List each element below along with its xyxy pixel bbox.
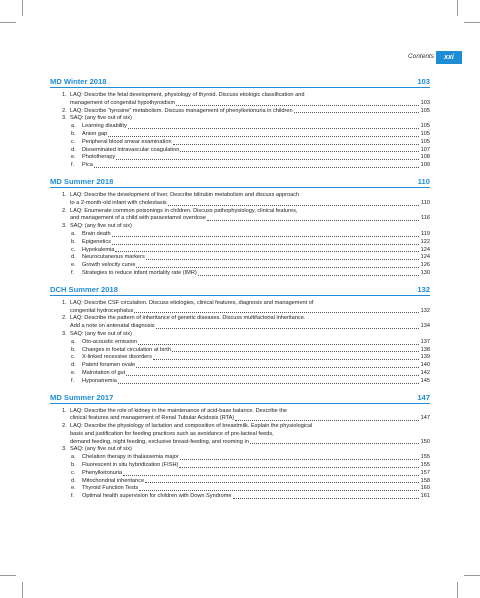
- subentry-text: Changes in foetal circulation at birth: [82, 346, 171, 353]
- subentry-text: Oto-acoustic emission: [82, 338, 138, 345]
- entry-text: management of congenital hypothyroidism: [70, 99, 176, 106]
- subentry-text: Epigenetics: [82, 238, 111, 245]
- subentry-letter: c.: [71, 138, 76, 145]
- section-title[interactable]: DCH Summer 2018: [50, 284, 118, 294]
- toc-subentry[interactable]: [50, 370, 430, 378]
- subentry-page-number: 155: [420, 462, 430, 469]
- dot-leader: [153, 359, 419, 360]
- subentry-page-number: 105: [420, 130, 430, 137]
- subentry-letter: c.: [71, 246, 76, 253]
- entry-text-line: [70, 431, 430, 439]
- entry-text-line: [70, 408, 430, 416]
- subentry-page-number: 157: [420, 469, 430, 476]
- entry-number: 3.: [62, 330, 67, 337]
- entry-number: 3.: [62, 446, 67, 453]
- entry-page-number: 134: [420, 323, 430, 330]
- subentry-text: Anion gap: [82, 130, 108, 137]
- subentry-page-number: 105: [420, 138, 430, 145]
- entry-text: Add a note on antenatal diagnosis: [70, 323, 155, 330]
- dot-leader: [112, 244, 419, 245]
- subentry-page-number: 124: [420, 254, 430, 261]
- subentry-page-number: 122: [420, 238, 430, 245]
- crop-mark: [457, 0, 458, 16]
- subentry-text: Chelation therapy in thalassemia major: [82, 454, 179, 461]
- subentry-letter: a.: [71, 123, 76, 130]
- entry-text: SAQ: (any five out of six): [70, 115, 132, 122]
- entry-number: 3.: [62, 223, 67, 230]
- toc-subentry[interactable]: [50, 154, 430, 162]
- subentry-text: Phenylketonuria: [82, 469, 123, 476]
- toc-entry-heading: [50, 331, 430, 339]
- subentry-page-number: 105: [420, 123, 430, 130]
- subentry-page-number: 108: [420, 154, 430, 161]
- subentry-page-number: 140: [420, 362, 430, 369]
- toc-subentry[interactable]: [50, 378, 430, 386]
- entry-text: and management of a child with paracetamol overdose: [70, 215, 206, 222]
- toc-subentry[interactable]: [50, 231, 430, 239]
- entry-number: 2.: [62, 315, 67, 322]
- toc-section: [50, 76, 430, 170]
- subentry-letter: e.: [71, 369, 76, 376]
- entry-text-line: [70, 215, 430, 223]
- section-page-number: 147: [417, 392, 430, 402]
- entry-text: LAQ: Describe the physiology of lactation and composition of breastmilk. Explain the physiological: [70, 423, 313, 430]
- subentry-page-number: 139: [420, 354, 430, 361]
- dot-leader: [294, 112, 419, 113]
- toc-entry[interactable]: [50, 108, 430, 116]
- entry-text: SAQ: (any five out of six): [70, 223, 132, 230]
- dot-leader: [235, 420, 418, 421]
- header-label: Contents: [407, 53, 434, 60]
- toc-section: [50, 176, 430, 278]
- subentry-letter: d.: [71, 146, 76, 153]
- entry-text-line: [70, 100, 430, 108]
- subentry-page-number: 158: [420, 477, 430, 484]
- section-heading: [50, 76, 430, 88]
- subentry-letter: e.: [71, 485, 76, 492]
- entry-text-line: [70, 308, 430, 316]
- toc-subentry[interactable]: [50, 123, 430, 131]
- dot-leader: [115, 251, 418, 252]
- subentry-letter: f.: [71, 493, 75, 500]
- subentry-letter: b.: [71, 346, 76, 353]
- subentry-text: Pica: [82, 162, 93, 169]
- entry-number: 1.: [62, 407, 67, 414]
- dot-leader: [136, 267, 418, 268]
- subentry-page-number: 130: [420, 269, 430, 276]
- toc-subentry[interactable]: [50, 485, 430, 493]
- entry-number: 1.: [62, 299, 67, 306]
- subentry-page-number: 126: [420, 262, 430, 269]
- entry-text-line: [70, 300, 430, 308]
- subentry-page-number: 137: [420, 338, 430, 345]
- subentry-text: Growth velocity curve: [82, 262, 136, 269]
- toc-entry[interactable]: [50, 300, 430, 316]
- subentry-text: Hypokalemia: [82, 246, 115, 253]
- dot-leader: [180, 459, 419, 460]
- crop-mark: [22, 582, 23, 598]
- subentry-text: Peripheral blood smear examination: [82, 138, 172, 145]
- toc-section: [50, 392, 430, 502]
- section-heading: [50, 284, 430, 296]
- subentry-text: Disseminated intravascular coagulation: [82, 146, 180, 153]
- subentry-page-number: 142: [420, 369, 430, 376]
- dot-leader: [207, 220, 419, 221]
- entry-text: LAQ: Describe “tyrosine” metabolism. Discuss management of phenylketonuria in children: [70, 107, 293, 114]
- dot-leader: [128, 128, 419, 129]
- toc-subentry[interactable]: [50, 270, 430, 278]
- section-page-number: 132: [417, 284, 430, 294]
- subentry-letter: c.: [71, 469, 76, 476]
- subentry-letter: e.: [71, 154, 76, 161]
- toc-subentry[interactable]: [50, 239, 430, 247]
- toc-subentry[interactable]: [50, 262, 430, 270]
- entry-text-line: [70, 192, 430, 200]
- crop-mark: [464, 22, 480, 23]
- entry-page-number: 147: [420, 415, 430, 422]
- entry-text: LAQ: Describe the fetal development, physiology of thyroid. Discuss etiologic classification and: [70, 92, 305, 98]
- dot-leader: [138, 344, 419, 345]
- page-number-tab: xxi: [436, 51, 462, 64]
- dot-leader: [146, 259, 419, 260]
- subentry-text: Learning disability: [82, 123, 127, 130]
- toc-entry[interactable]: [50, 408, 430, 424]
- entry-text-line: [70, 323, 430, 331]
- table-of-contents: [50, 76, 430, 507]
- toc-section: [50, 284, 430, 386]
- entry-text-line: [70, 200, 430, 208]
- subentry-page-number: 109: [420, 162, 430, 169]
- toc-subentry[interactable]: [50, 493, 430, 501]
- toc-subentry[interactable]: [50, 354, 430, 362]
- entry-text: clinical features and management of Renal Tubular Acidosis (RTA): [70, 415, 235, 422]
- entry-number: 2.: [62, 107, 67, 114]
- dot-leader: [136, 367, 418, 368]
- subentry-page-number: 107: [420, 146, 430, 153]
- entry-number: 2.: [62, 207, 67, 214]
- dot-leader: [118, 383, 419, 384]
- toc-entry[interactable]: [50, 92, 430, 108]
- subentry-page-number: 155: [420, 454, 430, 461]
- toc-entry-heading: [50, 446, 430, 454]
- toc-entry[interactable]: [50, 423, 430, 446]
- subentry-text: Hyponatremia: [82, 377, 117, 384]
- subentry-text: Thyroid Function Tests: [82, 485, 139, 492]
- subentry-text: Phototherapy: [82, 154, 116, 161]
- dot-leader: [139, 490, 418, 491]
- entry-page-number: 150: [420, 438, 430, 445]
- entry-number: 2.: [62, 423, 67, 430]
- entry-text-line: [70, 208, 430, 216]
- subentry-letter: f.: [71, 269, 75, 276]
- dot-leader: [94, 167, 419, 168]
- crop-mark: [464, 575, 480, 576]
- subentry-letter: b.: [71, 462, 76, 469]
- toc-subentry[interactable]: [50, 247, 430, 255]
- toc-entry-heading: [50, 223, 430, 231]
- entry-page-number: 105: [420, 107, 430, 114]
- subentry-letter: f.: [71, 377, 75, 384]
- subentry-letter: c.: [71, 354, 76, 361]
- toc-subentry[interactable]: [50, 470, 430, 478]
- entry-text: LAQ: Describe the role of kidney in the maintenance of acid-base balance. Describe the: [70, 407, 288, 414]
- dot-leader: [172, 351, 419, 352]
- subentry-page-number: 124: [420, 246, 430, 253]
- subentry-letter: d.: [71, 477, 76, 484]
- entry-text: to a 2-month-old infant with cholestasis: [70, 199, 167, 206]
- toc-subentry[interactable]: [50, 454, 430, 462]
- entry-text: LAQ: Describe the pattern of inheritance of genetic diseases. Discuss multifactorial inheritance.: [70, 315, 306, 322]
- subentry-text: Brain death: [82, 230, 111, 237]
- subentry-text: Mitochondrial inheritance: [82, 477, 145, 484]
- subentry-letter: b.: [71, 130, 76, 137]
- dot-leader: [250, 443, 419, 444]
- toc-subentry[interactable]: [50, 147, 430, 155]
- toc-entry[interactable]: [50, 208, 430, 224]
- toc-subentry[interactable]: [50, 339, 430, 347]
- dot-leader: [198, 275, 419, 276]
- entry-text: LAQ: Describe the development of liver. Describe bilirubin metabolism and discuss approach: [70, 191, 300, 198]
- toc-subentry[interactable]: [50, 131, 430, 139]
- subentry-text: X-linked recessive disorders: [82, 354, 152, 361]
- dot-leader: [173, 144, 419, 145]
- subentry-page-number: 145: [420, 377, 430, 384]
- dot-leader: [176, 105, 419, 106]
- toc-subentry[interactable]: [50, 139, 430, 147]
- toc-subentry[interactable]: [50, 362, 430, 370]
- crop-mark: [457, 582, 458, 598]
- entry-text: LAQ: Describe CSF circulation. Discuss etiologies, clinical features, diagnosis and management of: [70, 299, 314, 306]
- dot-leader: [134, 312, 418, 313]
- running-header: [0, 51, 480, 65]
- entry-page-number: 116: [421, 215, 430, 222]
- entry-text: SAQ: (any five out of six): [70, 446, 132, 453]
- entry-text: basis and justification for feeding practices such as avoidance of pre-lacteal feeds,: [70, 430, 274, 437]
- entry-text-line: [70, 92, 430, 100]
- entry-page-number: 110: [421, 199, 430, 206]
- entry-text-line: [70, 108, 430, 116]
- dot-leader: [108, 136, 418, 137]
- subentry-text: Malrotation of gut: [82, 369, 126, 376]
- dot-leader: [116, 159, 418, 160]
- entry-text: demand feeding, night feeding, exclusive breast-feeding, and rooming in: [70, 438, 249, 445]
- toc-subentry[interactable]: [50, 462, 430, 470]
- entry-text-line: [70, 439, 430, 447]
- subentry-text: Fluorescent in situ hybridization (FISH): [82, 462, 179, 469]
- toc-entry-heading: [50, 115, 430, 123]
- subentry-text: Optimal health supervision for children with Down Syndrome: [82, 493, 232, 500]
- subentry-letter: a.: [71, 230, 76, 237]
- dot-leader: [145, 482, 418, 483]
- dot-leader: [123, 475, 419, 476]
- dot-leader: [233, 498, 419, 499]
- section-title[interactable]: MD Winter 2018: [50, 77, 107, 86]
- subentry-letter: a.: [71, 454, 76, 461]
- section-heading: [50, 392, 430, 404]
- toc-entry[interactable]: [50, 315, 430, 331]
- toc-subentry[interactable]: [50, 162, 430, 170]
- dot-leader: [112, 236, 419, 237]
- toc-subentry[interactable]: [50, 254, 430, 262]
- subentry-page-number: 160: [420, 485, 430, 492]
- section-title[interactable]: MD Summer 2018: [50, 176, 114, 186]
- entry-text: congenital hydrocephalus: [70, 307, 134, 314]
- subentry-page-number: 119: [421, 230, 430, 237]
- dot-leader: [179, 467, 418, 468]
- dot-leader: [126, 375, 418, 376]
- crop-mark: [22, 0, 23, 16]
- subentry-letter: b.: [71, 238, 76, 245]
- dot-leader: [180, 151, 418, 152]
- section-page-number: 110: [417, 176, 430, 186]
- entry-text-line: [70, 315, 430, 323]
- subentry-page-number: 161: [420, 493, 430, 500]
- section-page-number: 103: [417, 77, 430, 86]
- entry-number: 1.: [62, 92, 67, 98]
- section-title[interactable]: MD Summer 2017: [50, 392, 114, 402]
- toc-entry[interactable]: [50, 192, 430, 208]
- subentry-letter: d.: [71, 254, 76, 261]
- crop-mark: [0, 575, 16, 576]
- subentry-letter: d.: [71, 362, 76, 369]
- entry-number: 3.: [62, 115, 67, 122]
- subentry-letter: e.: [71, 262, 76, 269]
- dot-leader: [168, 205, 419, 206]
- crop-mark: [0, 22, 16, 23]
- entry-text-line: [70, 423, 430, 431]
- subentry-text: Strategies to reduce infant mortality rate (IMR): [82, 269, 197, 276]
- entry-text: LAQ: Enumerate common poisonings in children. Discuss pathophysiology, clinical features,: [70, 207, 298, 214]
- entry-text-line: [70, 415, 430, 423]
- subentry-letter: a.: [71, 338, 76, 345]
- subentry-text: Patent foramen ovale: [82, 362, 136, 369]
- entry-page-number: 103: [420, 99, 430, 106]
- dot-leader: [156, 328, 419, 329]
- subentry-text: Neurocutaneous markers: [82, 254, 145, 261]
- toc-subentry[interactable]: [50, 478, 430, 486]
- entry-page-number: 132: [420, 307, 430, 314]
- toc-subentry[interactable]: [50, 347, 430, 355]
- section-heading: [50, 176, 430, 188]
- subentry-page-number: 138: [420, 346, 430, 353]
- subentry-letter: f.: [71, 162, 75, 169]
- entry-text: SAQ: (any five out of six): [70, 330, 132, 337]
- entry-number: 1.: [62, 191, 67, 198]
